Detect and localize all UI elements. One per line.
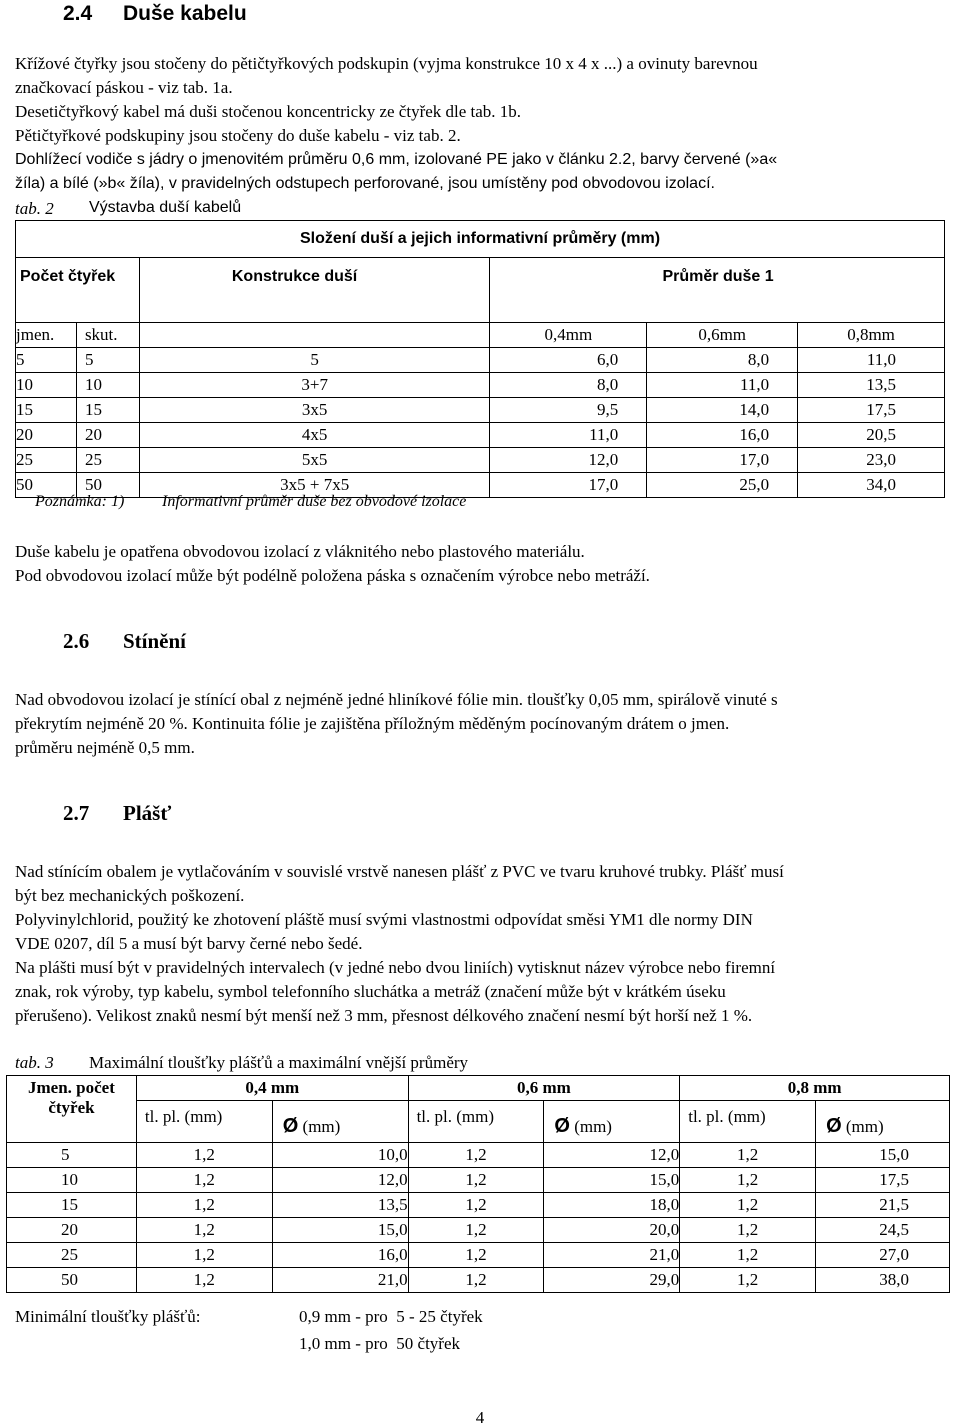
cell-count-actual: 5	[76, 348, 139, 373]
core-line: Pod obvodovou izolací může být podélně položena páska s označením výrobce nebo metráží.	[15, 566, 650, 585]
cell-d1: 6,0	[490, 348, 647, 373]
shield-line: překrytím nejméně 20 %. Kontinuita fólie je zajištěna příložným měděným pocínovaným drátem o jmen.	[15, 714, 730, 733]
sheath-line: Polyvinylchlorid, použitý ke zhotovení pláště musí svými vlastnostmi odpovídat směsi YM1 dle normy DIN	[15, 910, 753, 929]
cell-d3: 34,0	[798, 473, 945, 498]
cell-construction: 3+7	[139, 373, 490, 398]
shield-line: průměru nejméně 0,5 mm.	[15, 738, 195, 757]
table-row	[7, 1243, 950, 1268]
cell-thick: 1,2	[408, 1168, 544, 1193]
cell-count-actual: 25	[76, 448, 139, 473]
sheath-line: Nad stínícím obalem je vytlačováním v souvislé vrstvě nanesen plášť z PVC ve tvaru kruhové trubky. Plášť musí	[15, 862, 784, 881]
cell-d3: 13,5	[798, 373, 945, 398]
cell-thick: 1,2	[136, 1193, 272, 1218]
min-thickness-line1: 0,9 mm - pro 5 - 25 čtyřek	[299, 1307, 483, 1326]
tab3-group-04: 0,4 mm	[136, 1076, 408, 1101]
cell-d2: 8,0	[647, 348, 798, 373]
cell-d1: 12,0	[490, 448, 647, 473]
cell-d2: 14,0	[647, 398, 798, 423]
cell-d3: 20,5	[798, 423, 945, 448]
tab3-sub-diam-unit: (mm)	[845, 1117, 884, 1136]
tab3-sub-diam	[272, 1101, 408, 1143]
tab3-col-count: Jmen. počet čtyřek	[7, 1076, 137, 1143]
shield-line: Nad obvodovou izolací je stínící obal z nejméně jedné hliníkové fólie min. tloušťky 0,05 mm, spirálově vinuté s	[15, 690, 778, 709]
cell-d3: 17,5	[798, 398, 945, 423]
table-row	[16, 373, 945, 398]
tab3-sub-thick: tl. pl. (mm)	[680, 1101, 816, 1143]
section-number-2-6: 2.6	[63, 629, 90, 653]
cell-thick: 1,2	[680, 1168, 816, 1193]
cell-diam: 16,0	[272, 1243, 408, 1268]
cell-thick: 1,2	[408, 1143, 544, 1168]
tab2-sub-empty	[139, 323, 490, 348]
cell-diam: 21,0	[272, 1268, 408, 1293]
cell-thick: 1,2	[408, 1193, 544, 1218]
cell-thick: 1,2	[680, 1243, 816, 1268]
tab2-sub-d1: 0,4mm	[490, 323, 647, 348]
sheath-line: Na plášti musí být v pravidelných intervalech (v jedné nebo dvou liniích) vytisknut název výrobce nebo firemní	[15, 958, 776, 977]
table-row	[16, 473, 945, 498]
tab2-col-construction: Konstrukce duší	[139, 258, 490, 323]
tab2-col-count: Počet čtyřek	[16, 258, 140, 323]
cell-thick: 1,2	[136, 1143, 272, 1168]
tab3-sub-diam-unit: (mm)	[574, 1117, 612, 1136]
tab2-header-title: Složení duší a jejich informativní průměry (mm)	[16, 221, 945, 258]
cell-diam: 12,0	[272, 1168, 408, 1193]
section-title-2-7: Plášť	[123, 801, 172, 825]
cell-count-nominal: 20	[16, 423, 77, 448]
min-thickness-line2: 1,0 mm - pro 50 čtyřek	[299, 1334, 460, 1353]
core-line: Duše kabelu je opatřena obvodovou izolací z vláknitého nebo plastového materiálu.	[15, 542, 585, 561]
tab3-prefix: tab. 3	[15, 1053, 54, 1072]
tab3-sub-thick: tl. pl. (mm)	[136, 1101, 272, 1143]
cell-diam: 20,0	[544, 1218, 680, 1243]
cell-diam: 18,0	[544, 1193, 680, 1218]
cell-count-nominal: 10	[16, 373, 77, 398]
cell-diam: 10,0	[272, 1143, 408, 1168]
page-number: 4	[475, 1408, 485, 1427]
cell-construction: 5	[139, 348, 490, 373]
cell-thick: 1,2	[136, 1168, 272, 1193]
tab2-col-diameter: Průměr duše 1	[490, 258, 945, 323]
tab2-caption: Výstavba duší kabelů	[89, 199, 242, 216]
cell-construction: 5x5	[139, 448, 490, 473]
sheath-line: znak, rok výroby, typ kabelu, symbol telefonního sluchátka a metráž (značení může být v krátkém úseku	[15, 982, 726, 1001]
table-row	[7, 1218, 950, 1243]
table-row	[7, 1268, 950, 1293]
cell-diam: 21,5	[816, 1193, 950, 1218]
intro-line: Pětičtyřkové podskupiny jsou stočeny do duše kabelu - viz tab. 2.	[15, 126, 461, 145]
cell-thick: 1,2	[408, 1268, 544, 1293]
intro-line: Desetičtyřkový kabel má duši stočenou koncentricky ze čtyřek dle tab. 1b.	[15, 102, 522, 121]
intro-line: značkovací páskou - viz tab. 1a.	[15, 78, 233, 97]
cell-count-actual: 10	[76, 373, 139, 398]
cell-thick: 1,2	[680, 1218, 816, 1243]
cell-count-actual: 15	[76, 398, 139, 423]
cell-d2: 17,0	[647, 448, 798, 473]
intro-line: Křížové čtyřky jsou stočeny do pětičtyřkových podskupin (vyjma konstrukce 10 x 4 x ...) a ovinuty barevnou	[15, 54, 758, 73]
tab3-sub-diam-unit: (mm)	[302, 1117, 341, 1136]
min-thickness-label: Minimální tloušťky plášťů:	[15, 1307, 201, 1326]
supervision-line: žíla) a bílé (»b« žíla), v pravidelných odstupech perforované, jsou umístěny pod obvodovou izolací.	[15, 175, 715, 192]
table-row	[7, 1193, 950, 1218]
cell-diam: 27,0	[816, 1243, 950, 1268]
cell-count: 20	[7, 1218, 137, 1243]
cell-d3: 23,0	[798, 448, 945, 473]
cell-d1: 8,0	[490, 373, 647, 398]
tab2-note-label: Poznámka: 1)	[35, 493, 125, 510]
tab2-note-text: Informativní průměr duše bez obvodové izolace	[162, 493, 467, 510]
tab2-sub-jmen: jmen.	[16, 323, 77, 348]
diameter-icon: Ø	[282, 1115, 299, 1137]
section-number-2-4: 2.4	[63, 2, 93, 25]
table-row	[7, 1168, 950, 1193]
cell-d2: 16,0	[647, 423, 798, 448]
section-title-2-6: Stínění	[123, 629, 187, 653]
cell-d1: 11,0	[490, 423, 647, 448]
cell-count: 15	[7, 1193, 137, 1218]
tab3-caption: Maximální tloušťky plášťů a maximální vnější průměry	[89, 1053, 469, 1072]
tab3-sub-diam	[544, 1101, 680, 1143]
cell-diam: 13,5	[272, 1193, 408, 1218]
cell-diam: 24,5	[816, 1218, 950, 1243]
cell-d2: 25,0	[647, 473, 798, 498]
cell-count-actual: 50	[76, 473, 139, 498]
tab3-sub-diam	[816, 1101, 950, 1143]
cell-count-nominal: 50	[16, 473, 77, 498]
cell-count-nominal: 15	[16, 398, 77, 423]
diameter-icon: Ø	[554, 1115, 570, 1137]
cell-thick: 1,2	[136, 1243, 272, 1268]
tab2-sub-skut: skut.	[76, 323, 139, 348]
cell-thick: 1,2	[680, 1193, 816, 1218]
cell-count-actual: 20	[76, 423, 139, 448]
cell-count: 50	[7, 1268, 137, 1293]
table-row	[16, 348, 945, 373]
cell-thick: 1,2	[408, 1243, 544, 1268]
cell-construction: 3x5 + 7x5	[139, 473, 490, 498]
cell-diam: 17,5	[816, 1168, 950, 1193]
cell-diam: 21,0	[544, 1243, 680, 1268]
table-row	[7, 1143, 950, 1168]
cell-diam: 15,0	[544, 1168, 680, 1193]
cell-thick: 1,2	[408, 1218, 544, 1243]
cell-d3: 11,0	[798, 348, 945, 373]
tab3-table	[6, 1075, 950, 1293]
cell-d2: 11,0	[647, 373, 798, 398]
tab2-sub-d2: 0,6mm	[647, 323, 798, 348]
cell-d1: 17,0	[490, 473, 647, 498]
sheath-line: přerušeno). Velikost znaků nesmí být menší než 3 mm, přesnost délkového značení nesmí být horší než 1 %.	[15, 1006, 753, 1025]
section-number-2-7: 2.7	[63, 801, 90, 825]
cell-construction: 4x5	[139, 423, 490, 448]
cell-count: 10	[7, 1168, 137, 1193]
diameter-icon: Ø	[826, 1115, 842, 1137]
cell-count: 5	[7, 1143, 137, 1168]
cell-diam: 12,0	[544, 1143, 680, 1168]
sheath-line: VDE 0207, díl 5 a musí být barvy černé nebo šedé.	[15, 934, 363, 953]
cell-diam: 15,0	[272, 1218, 408, 1243]
sheath-line: být bez mechanických poškození.	[15, 886, 245, 905]
cell-count-nominal: 5	[16, 348, 77, 373]
cell-thick: 1,2	[680, 1268, 816, 1293]
table-row	[16, 448, 945, 473]
tab2-sub-d3: 0,8mm	[798, 323, 945, 348]
cell-count-nominal: 25	[16, 448, 77, 473]
tab3-sub-thick: tl. pl. (mm)	[408, 1101, 544, 1143]
cell-thick: 1,2	[136, 1218, 272, 1243]
tab2-table	[15, 220, 945, 498]
section-title-2-4: Duše kabelu	[123, 2, 247, 25]
cell-thick: 1,2	[136, 1268, 272, 1293]
cell-count: 25	[7, 1243, 137, 1268]
cell-diam: 15,0	[816, 1143, 950, 1168]
cell-diam: 29,0	[544, 1268, 680, 1293]
cell-thick: 1,2	[680, 1143, 816, 1168]
tab3-group-08: 0,8 mm	[680, 1076, 950, 1101]
tab2-prefix: tab. 2	[15, 199, 54, 218]
cell-d1: 9,5	[490, 398, 647, 423]
tab3-group-06: 0,6 mm	[408, 1076, 680, 1101]
cell-construction: 3x5	[139, 398, 490, 423]
table-row	[16, 423, 945, 448]
table-row	[16, 398, 945, 423]
cell-diam: 38,0	[816, 1268, 950, 1293]
supervision-line: Dohlížecí vodiče s jádry o jmenovitém průměru 0,6 mm, izolované PE jako v článku 2.2, barvy červené (»a«	[15, 151, 778, 168]
